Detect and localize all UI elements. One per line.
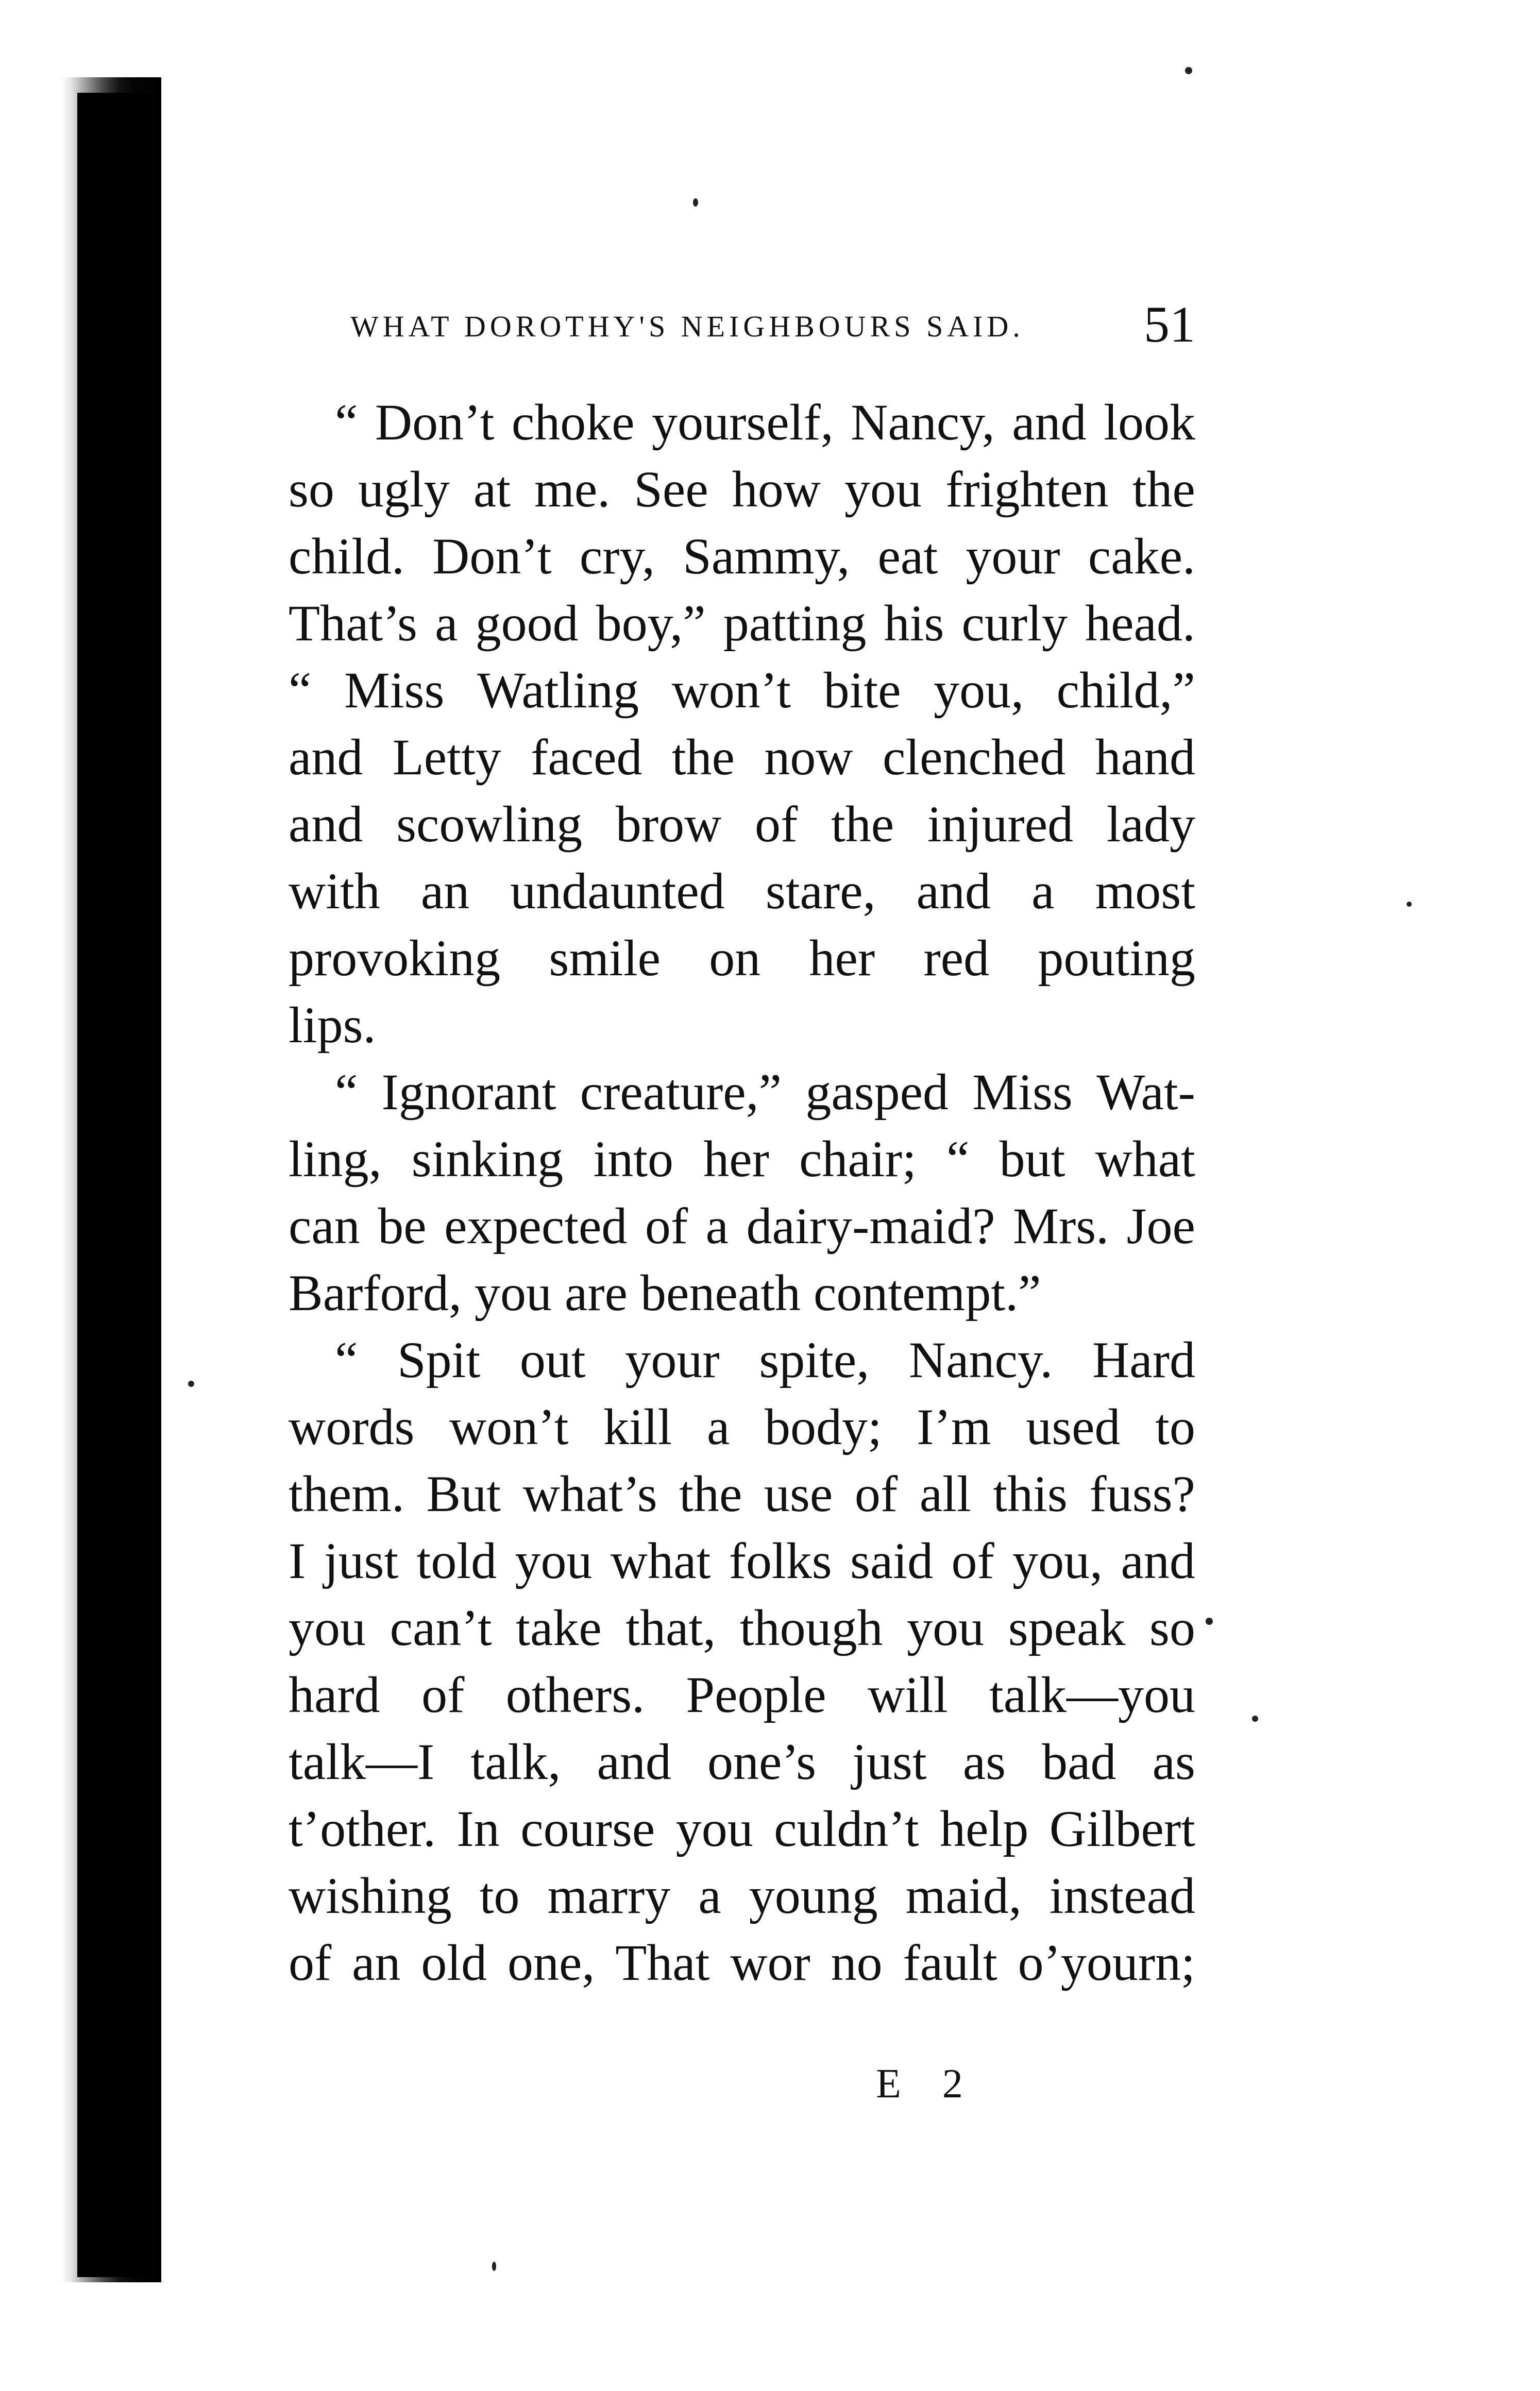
word: all — [919, 1465, 971, 1522]
word: his — [884, 595, 944, 652]
scan-speck — [1206, 1618, 1213, 1625]
word: Sammy, — [683, 528, 850, 585]
word: and — [1121, 1532, 1195, 1589]
word: injured — [927, 795, 1074, 853]
text-line — [289, 1795, 1195, 1862]
word: Miss — [344, 662, 445, 719]
word: maid, — [905, 1867, 1022, 1924]
word: of — [645, 1197, 688, 1254]
word: Gilbert — [1049, 1800, 1195, 1857]
word: this — [993, 1465, 1068, 1522]
word: the — [679, 1465, 742, 1522]
word: but — [999, 1130, 1065, 1188]
word: will — [868, 1666, 948, 1723]
word: just — [324, 1532, 399, 1589]
text-line — [289, 724, 1195, 791]
word: her — [809, 929, 875, 987]
scan-speck — [1407, 902, 1412, 907]
word: won’t — [671, 662, 791, 719]
word: them. — [289, 1465, 404, 1522]
word: wishing — [289, 1867, 452, 1924]
word: of — [421, 1666, 465, 1723]
word: lady — [1106, 795, 1195, 853]
word: out — [519, 1331, 586, 1388]
word: an — [420, 862, 470, 920]
word: provoking — [289, 929, 501, 987]
word: you, — [934, 662, 1024, 719]
word: patting — [723, 595, 867, 652]
word: ugly — [358, 461, 450, 518]
text-line — [289, 1728, 1195, 1795]
word: can’t — [390, 1599, 492, 1656]
page-number: 51 — [1144, 296, 1195, 353]
text-line — [289, 389, 1195, 456]
word: a — [1031, 862, 1055, 920]
text-line — [289, 1661, 1195, 1728]
word: spite, — [759, 1331, 870, 1388]
word: eat — [877, 528, 938, 585]
word: as — [962, 1733, 1006, 1790]
word: Watling — [477, 662, 639, 719]
word: speak — [1008, 1599, 1126, 1656]
text-line — [289, 590, 1195, 657]
word: faced — [531, 728, 642, 786]
word: a — [706, 1398, 730, 1455]
text-line — [289, 1528, 1195, 1595]
word: and — [916, 862, 991, 920]
word: what’s — [522, 1465, 657, 1522]
word: stare, — [765, 862, 876, 920]
word: folks — [729, 1532, 832, 1589]
word: into — [593, 1130, 674, 1188]
text-line — [289, 858, 1195, 925]
word: instead — [1049, 1867, 1195, 1924]
word: I — [289, 1532, 306, 1589]
word: Miss — [972, 1063, 1073, 1121]
word: wor — [730, 1934, 810, 1991]
scan-speck — [188, 1381, 194, 1387]
word: that, — [625, 1599, 716, 1656]
word: and — [289, 795, 363, 853]
word: child,” — [1056, 662, 1195, 719]
text-line — [289, 657, 1195, 724]
word: you — [515, 1532, 593, 1589]
word: be — [378, 1197, 427, 1254]
word: on — [709, 929, 761, 987]
text-line — [289, 523, 1195, 590]
word: Nancy. — [908, 1331, 1053, 1388]
word: “ — [289, 662, 312, 719]
word: look — [1104, 394, 1195, 451]
word: won’t — [449, 1398, 569, 1455]
word: hand — [1095, 728, 1195, 786]
word: an — [352, 1934, 401, 1991]
word: of — [854, 1465, 898, 1522]
word: kill — [603, 1398, 672, 1455]
body-text — [289, 389, 1195, 1996]
word: at — [473, 461, 511, 518]
word: Don’t — [432, 528, 552, 585]
text-line — [289, 1394, 1195, 1461]
text-line — [289, 925, 1195, 992]
word: But — [426, 1465, 501, 1522]
word: Joe — [1126, 1197, 1195, 1254]
scan-speck — [492, 2262, 496, 2271]
word: “ — [335, 1063, 358, 1121]
word: bite — [823, 662, 901, 719]
word: the — [671, 728, 735, 786]
word: See — [634, 461, 708, 518]
word: scowling — [396, 795, 583, 853]
text-line: Barford, you are beneath contempt.” — [289, 1264, 1041, 1321]
text-line — [289, 1059, 1195, 1126]
word: a — [435, 595, 458, 652]
word: to — [1155, 1398, 1195, 1455]
word: creature,” — [580, 1063, 782, 1121]
text-line — [289, 1193, 1195, 1260]
word: choke — [511, 394, 635, 451]
word: frighten — [945, 461, 1109, 518]
word: help — [940, 1800, 1029, 1857]
word: o’yourn; — [1018, 1934, 1195, 1991]
word: “ — [335, 394, 358, 451]
word: you — [844, 461, 922, 518]
text-line — [289, 1126, 1195, 1193]
word: of — [289, 1934, 332, 1991]
word: fault — [903, 1934, 997, 1991]
word: of — [951, 1532, 994, 1589]
word: so — [1149, 1599, 1195, 1656]
word: most — [1095, 862, 1195, 920]
word: child. — [289, 528, 404, 585]
word: dairy-maid? — [746, 1197, 995, 1254]
word: your — [625, 1331, 720, 1388]
scan-speck — [693, 198, 698, 207]
word: smile — [549, 929, 661, 987]
word: take — [516, 1599, 602, 1656]
word: one, — [507, 1934, 595, 1991]
word: can — [289, 1197, 360, 1254]
page-header — [350, 289, 1195, 355]
word: body; — [764, 1398, 882, 1455]
word: hard — [289, 1666, 380, 1723]
word: with — [289, 862, 380, 920]
word: Ignorant — [381, 1063, 556, 1121]
word: gasped — [805, 1063, 949, 1121]
word: bad — [1042, 1733, 1116, 1790]
word: you — [907, 1599, 985, 1656]
word: marry — [547, 1867, 671, 1924]
word: her — [703, 1130, 769, 1188]
word: Wat- — [1096, 1063, 1195, 1121]
word: cry, — [579, 528, 655, 585]
word: your — [966, 528, 1060, 585]
word: so — [289, 461, 334, 518]
word: said — [850, 1532, 934, 1589]
word: red — [923, 929, 990, 987]
word: expected — [444, 1197, 628, 1254]
word: undaunted — [510, 862, 725, 920]
word: Don’t — [375, 394, 495, 451]
text-line — [289, 456, 1195, 523]
text-line: lips. — [289, 996, 376, 1054]
word: boy,” — [596, 595, 706, 652]
word: just — [852, 1733, 927, 1790]
word: curly — [961, 595, 1068, 652]
word: how — [732, 461, 821, 518]
word: chair; — [799, 1130, 917, 1188]
word: course — [520, 1800, 655, 1857]
word: That’s — [289, 595, 417, 652]
word: culdn’t — [774, 1800, 919, 1857]
word: to — [479, 1867, 520, 1924]
word: though — [739, 1599, 883, 1656]
word: talk—I — [289, 1733, 435, 1790]
word: a — [698, 1867, 721, 1924]
signature-mark: E 2 — [876, 2061, 978, 2107]
word: talk—you — [989, 1666, 1195, 1723]
word: Hard — [1092, 1331, 1195, 1388]
word: the — [1132, 461, 1195, 518]
word: one’s — [707, 1733, 817, 1790]
binding-gutter-edge — [77, 93, 152, 2277]
word: and — [289, 728, 363, 786]
word: use — [764, 1465, 833, 1522]
running-head: WHAT DOROTHY'S NEIGHBOURS SAID. — [350, 310, 1024, 343]
word: a — [705, 1197, 729, 1254]
word: you — [675, 1800, 753, 1857]
scan-speck — [1252, 1716, 1258, 1722]
word: of — [755, 795, 798, 853]
word: In — [456, 1800, 500, 1857]
word: That — [615, 1934, 710, 1991]
word: brow — [615, 795, 722, 853]
word: good — [475, 595, 579, 652]
word: used — [1026, 1398, 1121, 1455]
word: others. — [505, 1666, 645, 1723]
word: what — [1095, 1130, 1195, 1188]
word: words — [289, 1398, 415, 1455]
word: now — [764, 728, 853, 786]
word: Mrs. — [1013, 1197, 1109, 1254]
word: People — [686, 1666, 826, 1723]
word: pouting — [1038, 929, 1195, 987]
text-line — [289, 1461, 1195, 1528]
word: sinking — [411, 1130, 564, 1188]
word: ling, — [289, 1130, 382, 1188]
text-line — [289, 1595, 1195, 1661]
text-line — [289, 1929, 1195, 1996]
word: yourself, — [652, 394, 834, 451]
word: and — [1012, 394, 1087, 451]
word: told — [416, 1532, 497, 1589]
word: Nancy, — [851, 394, 995, 451]
word: talk, — [470, 1733, 561, 1790]
text-line — [289, 1862, 1195, 1929]
word: what — [610, 1532, 711, 1589]
word: you — [289, 1599, 366, 1656]
word: old — [421, 1934, 487, 1991]
word: cake. — [1088, 528, 1195, 585]
word: as — [1152, 1733, 1195, 1790]
word: t’other. — [289, 1800, 436, 1857]
scan-speck — [1185, 67, 1192, 74]
word: and — [597, 1733, 671, 1790]
word: clenched — [882, 728, 1066, 786]
word: “ — [335, 1331, 358, 1388]
word: Letty — [392, 728, 501, 786]
word: head. — [1085, 595, 1195, 652]
word: no — [831, 1934, 883, 1991]
text-line — [289, 1327, 1195, 1394]
word: I’m — [917, 1398, 991, 1455]
word: Spit — [397, 1331, 481, 1388]
word: me. — [534, 461, 611, 518]
word: young — [749, 1867, 878, 1924]
word: “ — [946, 1130, 970, 1188]
word: you, — [1012, 1532, 1103, 1589]
text-line — [289, 791, 1195, 858]
word: the — [831, 795, 894, 853]
word: fuss? — [1089, 1465, 1195, 1522]
